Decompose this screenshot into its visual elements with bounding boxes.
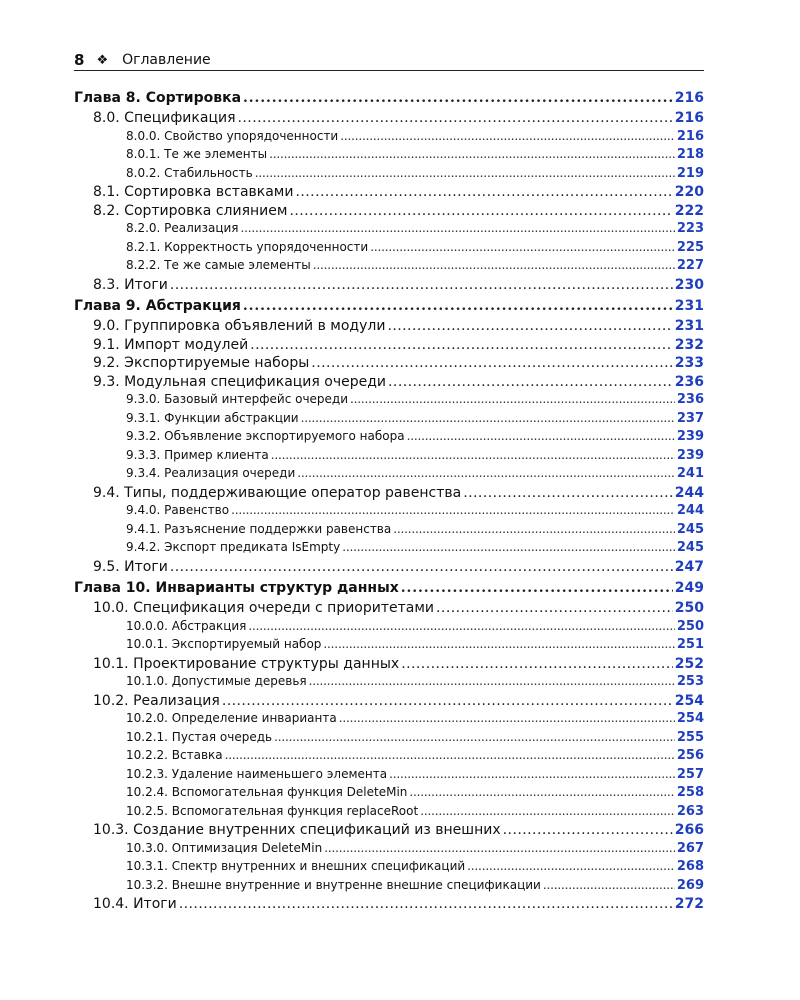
toc-page-link[interactable]: 272 <box>674 896 704 912</box>
toc-entry-title: 10.0. Спецификация очереди с приоритетами <box>93 600 435 616</box>
toc-entry-title: 9.3.2. Объявление экспортируемого набора <box>126 429 405 443</box>
dot-leader <box>339 711 675 725</box>
toc-entry-title: 10.2.2. Вставка <box>126 748 223 762</box>
toc-entry-title: 9.4.0. Равенство <box>126 503 230 517</box>
toc-subsection-entry[interactable] <box>126 804 704 823</box>
toc-entry-title: 10.3.0. Оптимизация DeleteMin <box>126 840 323 855</box>
toc-page-link[interactable]: 220 <box>674 184 704 200</box>
toc-page-link[interactable]: 267 <box>676 840 704 856</box>
toc-entry-title: 10.2. Реализация <box>93 692 220 709</box>
toc-section-entry[interactable] <box>93 374 704 393</box>
dot-leader <box>393 522 675 536</box>
dot-leader <box>387 318 672 334</box>
toc-entry-title: 10.2.3. Удаление наименьшего элемента <box>126 766 388 781</box>
toc-page-link[interactable]: 223 <box>676 221 704 236</box>
dot-leader <box>248 619 674 633</box>
toc-entry-title: 10.0.1. Экспортируемый набор <box>126 637 322 651</box>
toc-subsection-entry[interactable] <box>126 674 704 693</box>
dot-leader <box>231 503 675 517</box>
dot-leader <box>407 429 675 443</box>
toc-subsection-entry[interactable] <box>126 637 704 656</box>
toc-page-link[interactable]: 219 <box>676 165 704 181</box>
toc-entry-title: 9.4. Типы, поддерживающие оператор равенства <box>93 484 462 501</box>
dot-leader <box>340 129 675 143</box>
toc-entry-title: 9.0. Группировка объявлений в модули <box>93 318 386 334</box>
toc-section-entry[interactable] <box>93 203 704 222</box>
toc-page-link[interactable]: 236 <box>674 373 704 390</box>
toc-entry-title: 10.1. Проектирование структуры данных <box>93 655 400 672</box>
toc-page-link[interactable]: 216 <box>674 110 704 126</box>
dot-leader <box>313 258 675 272</box>
dot-leader <box>250 337 673 353</box>
toc-entry-title: Глава 10. Инварианты структур данных <box>74 580 399 596</box>
toc-entry-title: 9.3. Модульная спецификация очереди <box>93 373 387 390</box>
dot-leader <box>301 411 675 425</box>
toc-entry-title: 10.1.0. Допустимые деревья <box>126 674 307 688</box>
table-of-contents <box>74 90 704 915</box>
toc-page-link[interactable]: 244 <box>674 484 704 501</box>
toc-entry-title: 10.3.2. Внешне внутренние и внутренне внешние спецификации <box>126 877 541 892</box>
toc-subsection-entry[interactable] <box>126 147 704 166</box>
dot-leader <box>409 785 674 799</box>
page-number: 8 <box>74 51 85 69</box>
section-title: Оглавление <box>122 52 211 68</box>
toc-entry-title: 8.0.0. Свойство упорядоченности <box>126 128 339 143</box>
dot-leader <box>401 580 673 596</box>
dot-leader <box>295 184 672 200</box>
toc-page-link[interactable]: 236 <box>676 392 704 407</box>
toc-entry-title: 8.0. Спецификация <box>93 110 236 126</box>
toc-section-entry[interactable] <box>93 355 704 374</box>
toc-entry-title: Глава 8. Сортировка <box>74 90 242 106</box>
toc-page-link[interactable]: 250 <box>676 618 704 634</box>
toc-page-link[interactable]: 230 <box>674 276 704 293</box>
toc-page-link[interactable]: 251 <box>676 637 704 652</box>
toc-page-link[interactable]: 231 <box>674 318 704 334</box>
toc-entry-title: 10.4. Итоги <box>93 896 177 912</box>
dot-leader <box>238 110 673 126</box>
toc-entry-title: Глава 9. Абстракция <box>74 298 241 314</box>
toc-entry-title: 9.4.2. Экспорт предиката IsEmpty <box>126 540 341 554</box>
toc-page-link[interactable]: 247 <box>674 558 704 575</box>
toc-entry-title: 9.5. Итоги <box>93 558 168 575</box>
toc-section-entry[interactable] <box>93 184 704 203</box>
dot-leader <box>463 485 673 501</box>
toc-page-link[interactable]: 257 <box>676 766 704 782</box>
toc-page-link[interactable]: 263 <box>676 803 704 819</box>
dot-leader <box>401 656 673 672</box>
toc-page-link[interactable]: 255 <box>676 729 704 745</box>
toc-section-entry[interactable] <box>93 822 704 841</box>
toc-entry-title: 9.2. Экспортируемые наборы <box>93 355 310 371</box>
toc-page-link[interactable]: 258 <box>676 785 704 800</box>
toc-page-link[interactable]: 216 <box>676 128 704 144</box>
toc-entry-title: 10.2.1. Пустая очередь <box>126 729 273 744</box>
toc-subsection-entry[interactable] <box>126 466 704 485</box>
dot-leader <box>222 693 673 709</box>
dot-leader <box>467 859 675 873</box>
toc-entry-title: 8.2.1. Корректность упорядоченности <box>126 239 369 254</box>
toc-entry-title: 8.1. Сортировка вставками <box>93 184 294 200</box>
toc-entry-title: 9.3.3. Пример клиента <box>126 447 269 462</box>
toc-subsection-entry[interactable] <box>126 878 704 897</box>
toc-page-link[interactable]: 253 <box>676 674 704 689</box>
toc-entry-title: 8.0.1. Те же элементы <box>126 147 268 161</box>
toc-subsection-entry[interactable] <box>126 785 704 804</box>
toc-page-link[interactable]: 245 <box>676 521 704 537</box>
toc-section-entry[interactable] <box>93 656 704 675</box>
toc-page-link[interactable]: 241 <box>676 466 704 481</box>
toc-page-link[interactable]: 216 <box>674 90 704 106</box>
toc-subsection-entry[interactable] <box>126 859 704 878</box>
toc-page-link[interactable]: 245 <box>676 540 704 555</box>
dot-leader <box>311 355 672 371</box>
dot-leader <box>243 298 673 314</box>
dot-leader <box>170 277 673 293</box>
dot-leader <box>255 166 675 180</box>
dot-leader <box>269 147 675 161</box>
toc-entry-title: 9.3.0. Базовый интерфейс очереди <box>126 392 349 406</box>
toc-section-entry[interactable] <box>93 277 704 296</box>
toc-page-link[interactable]: 249 <box>674 580 704 596</box>
toc-page-link[interactable]: 250 <box>674 600 704 616</box>
toc-entry-title: 9.3.4. Реализация очереди <box>126 466 296 480</box>
toc-section-entry[interactable] <box>93 600 704 619</box>
dot-leader <box>241 221 675 235</box>
toc-page-link[interactable]: 231 <box>674 298 704 314</box>
toc-page-link[interactable]: 266 <box>674 822 704 838</box>
toc-page-link[interactable]: 232 <box>674 336 704 353</box>
dot-leader <box>243 90 673 106</box>
toc-entry-title: 8.3. Итоги <box>93 276 168 293</box>
dot-leader <box>324 841 675 855</box>
toc-entry-title: 10.3.1. Спектр внутренних и внешних спецификаций <box>126 859 466 873</box>
toc-subsection-entry[interactable] <box>126 748 704 767</box>
dot-leader <box>420 804 675 818</box>
toc-subsection-entry[interactable] <box>126 129 704 148</box>
dot-leader <box>323 637 674 651</box>
toc-page-link[interactable]: 252 <box>674 655 704 672</box>
page-header <box>74 50 704 70</box>
toc-subsection-entry[interactable] <box>126 411 704 430</box>
dot-leader <box>271 448 675 462</box>
toc-subsection-entry[interactable] <box>126 767 704 786</box>
toc-subsection-entry[interactable] <box>126 448 704 467</box>
dot-leader <box>543 878 675 892</box>
toc-subsection-entry[interactable] <box>126 503 704 522</box>
dot-leader <box>350 392 675 406</box>
toc-section-entry[interactable] <box>93 693 704 712</box>
toc-page-link[interactable]: 227 <box>676 258 704 273</box>
toc-page-link[interactable]: 233 <box>674 355 704 371</box>
toc-page-link[interactable]: 225 <box>676 239 704 255</box>
toc-entry-title: 8.2.2. Те же самые элементы <box>126 258 311 272</box>
toc-page-link[interactable]: 239 <box>676 447 704 463</box>
dot-leader <box>225 748 675 762</box>
toc-subsection-entry[interactable] <box>126 730 704 749</box>
toc-entry-title: 8.2. Сортировка слиянием <box>93 202 288 219</box>
toc-entry-title: 9.1. Импорт модулей <box>93 336 249 353</box>
toc-entry-title: 10.2.5. Вспомогательная функция replaceRoot <box>126 803 419 818</box>
toc-entry-title: 10.3. Создание внутренних спецификаций из внешних <box>93 822 501 838</box>
toc-page-link[interactable]: 218 <box>676 147 704 162</box>
toc-entry-title: 8.0.2. Стабильность <box>126 165 253 180</box>
dot-leader <box>503 822 673 838</box>
toc-section-entry[interactable] <box>93 110 704 129</box>
toc-section-entry[interactable] <box>93 337 704 356</box>
dot-leader <box>370 240 675 254</box>
dot-leader <box>274 730 675 744</box>
toc-entry-title: 9.3.1. Функции абстракции <box>126 410 299 425</box>
dot-leader <box>170 559 673 575</box>
toc-subsection-entry[interactable] <box>126 619 704 638</box>
toc-subsection-entry[interactable] <box>126 841 704 860</box>
dot-leader <box>342 540 675 554</box>
toc-chapter-entry[interactable] <box>74 298 704 318</box>
toc-subsection-entry[interactable] <box>126 392 704 411</box>
toc-subsection-entry[interactable] <box>126 258 704 277</box>
dot-leader <box>179 896 673 912</box>
toc-chapter-entry[interactable] <box>74 90 704 110</box>
toc-subsection-entry[interactable] <box>126 240 704 259</box>
toc-section-entry[interactable] <box>93 896 704 915</box>
toc-subsection-entry[interactable] <box>126 522 704 541</box>
toc-entry-title: 10.0.0. Абстракция <box>126 618 247 633</box>
toc-entry-title: 10.2.4. Вспомогательная функция DeleteMin <box>126 785 408 799</box>
toc-subsection-entry[interactable] <box>126 540 704 559</box>
toc-subsection-entry[interactable] <box>126 711 704 730</box>
toc-entry-title: 9.4.1. Разъяснение поддержки равенства <box>126 521 392 536</box>
dot-leader <box>388 374 673 390</box>
dot-leader <box>289 203 672 219</box>
toc-page-link[interactable]: 222 <box>674 202 704 219</box>
toc-page-link[interactable]: 237 <box>676 410 704 426</box>
toc-page-link[interactable]: 256 <box>676 748 704 763</box>
toc-entry-title: 8.2.0. Реализация <box>126 221 239 235</box>
toc-subsection-entry[interactable] <box>126 221 704 240</box>
dot-leader <box>389 767 675 781</box>
toc-subsection-entry[interactable] <box>126 166 704 185</box>
toc-section-entry[interactable] <box>93 559 704 578</box>
toc-entry-title: 10.2.0. Определение инварианта <box>126 711 337 725</box>
toc-page-link[interactable]: 268 <box>676 859 704 874</box>
toc-page-link[interactable]: 254 <box>674 692 704 709</box>
header-divider <box>74 70 704 71</box>
toc-page-link[interactable]: 254 <box>676 711 704 726</box>
toc-section-entry[interactable] <box>93 318 704 337</box>
toc-page-link[interactable]: 244 <box>676 503 704 518</box>
dot-leader <box>436 600 673 616</box>
toc-section-entry[interactable] <box>93 485 704 504</box>
toc-page-link[interactable]: 269 <box>676 877 704 893</box>
diamond-separator-icon: ❖ <box>96 52 109 68</box>
toc-subsection-entry[interactable] <box>126 429 704 448</box>
dot-leader <box>297 466 675 480</box>
toc-chapter-entry[interactable] <box>74 580 704 600</box>
dot-leader <box>309 674 675 688</box>
toc-page-link[interactable]: 239 <box>676 429 704 444</box>
